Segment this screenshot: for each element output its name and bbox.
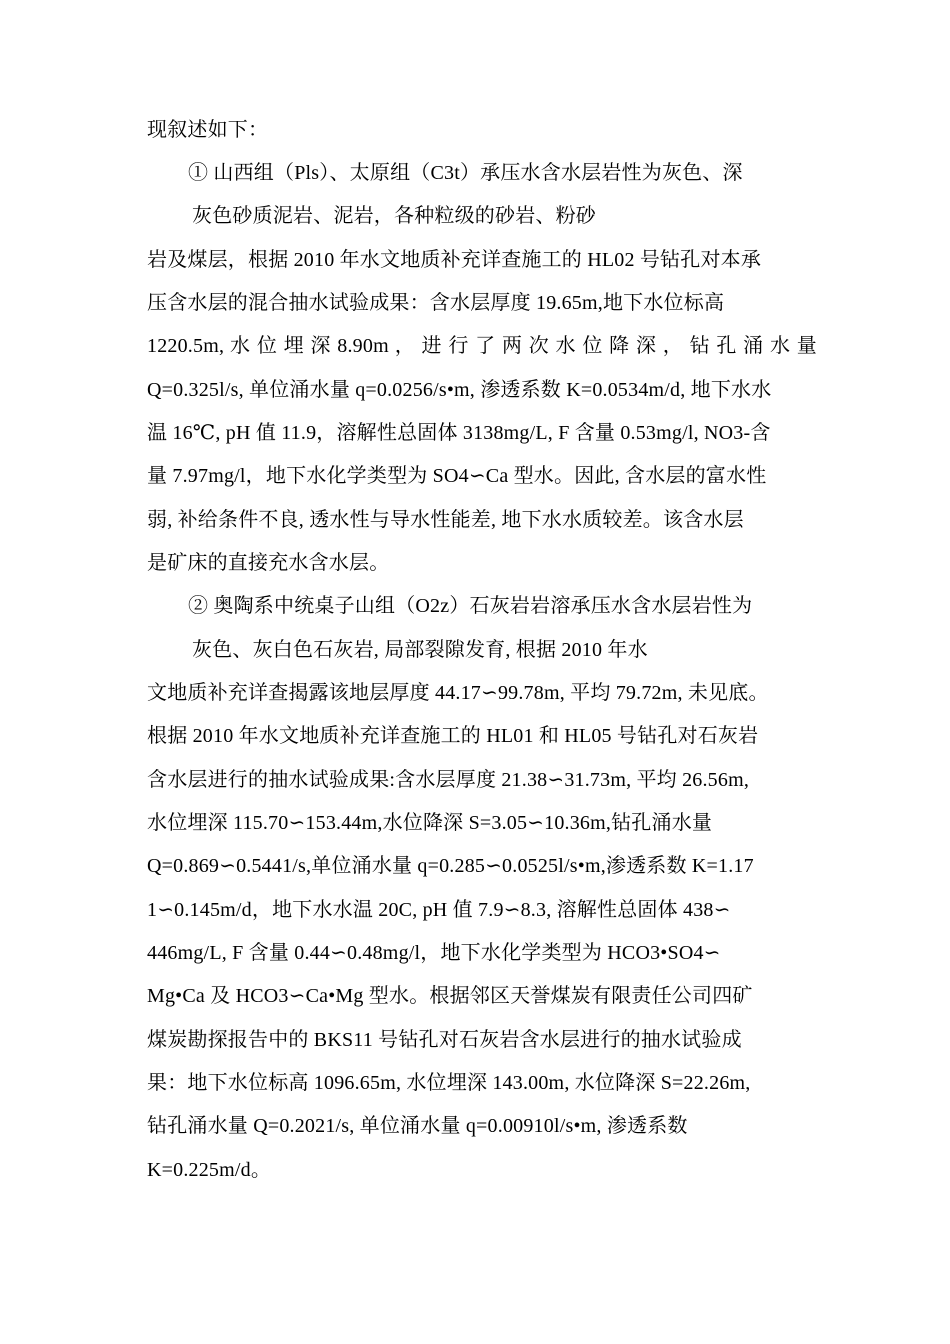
text-line: 温 16℃, pH 值 11.9，溶解性总固体 3138mg/L, F 含量 0.53mg/l, NO3-含 — [147, 422, 771, 444]
text-line: 岩及煤层，根据 2010 年水文地质补充详查施工的 HL02 号钻孔对本承 — [147, 249, 762, 271]
text-line: 根据 2010 年水文地质补充详查施工的 HL01 和 HL05 号钻孔对石灰岩 — [147, 725, 759, 747]
text-line: 灰色砂质泥岩、泥岩，各种粒级的砂岩、粉砂 — [192, 205, 596, 227]
text-line: 是矿床的直接充水含水层。 — [147, 552, 390, 574]
text-line: 水位埋深 115.70∽153.44m,水位降深 S=3.05∽10.36m,钻孔涌水量 — [147, 812, 713, 834]
text-line: K=0.225m/d。 — [147, 1159, 272, 1181]
text-line: Q=0.325l/s, 单位涌水量 q=0.0256/s•m, 渗透系数 K=0.0534m/d, 地下水水 — [147, 379, 772, 401]
text-line: 果：地下水位标高 1096.65m, 水位埋深 143.00m, 水位降深 S=22.26m, — [147, 1072, 751, 1094]
text-line: 1∽0.145m/d，地下水水温 20C, pH 值 7.9∽8.3, 溶解性总固体 438∽ — [147, 899, 731, 921]
text-line: 煤炭勘探报告中的 BKS11 号钻孔对石灰岩含水层进行的抽水试验成 — [147, 1029, 742, 1051]
text-line: 含水层进行的抽水试验成果:含水层厚度 21.38∽31.73m, 平均 26.56m, — [147, 769, 750, 791]
text-line: 1220.5m, 水 位 埋 深 8.90m ， 进 行 了 两 次 水 位 降 深 ， 钻 孔 涌 水 量 — [147, 335, 817, 357]
text-line: Q=0.869∽0.5441/s,单位涌水量 q=0.285∽0.0525l/s•m,渗透系数 K=1.17 — [147, 855, 754, 877]
text-line: ① 山西组（Pls）、太原组（C3t）承压水含水层岩性为灰色、深 — [188, 162, 743, 184]
text-line: 压含水层的混合抽水试验成果：含水层厚度 19.65m,地下水位标高 — [147, 292, 725, 314]
text-line: 文地质补充详查揭露该地层厚度 44.17∽99.78m, 平均 79.72m, 未见底。 — [147, 682, 769, 704]
text-line: ② 奥陶系中统桌子山组（O2z）石灰岩岩溶承压水含水层岩性为 — [188, 595, 753, 617]
text-line: Mg•Ca 及 HCO3∽Ca•Mg 型水。根据邻区天誉煤炭有限责任公司四矿 — [147, 985, 753, 1007]
text-line: 弱, 补给条件不良, 透水性与导水性能差, 地下水水质较差。该含水层 — [147, 509, 744, 531]
text-line: 现叙述如下： — [147, 119, 269, 141]
text-line: 量 7.97mg/l，地下水化学类型为 SO4∽Ca 型水。因此, 含水层的富水性 — [147, 465, 767, 487]
text-line: 钻孔涌水量 Q=0.2021/s, 单位涌水量 q=0.00910l/s•m, 渗透系数 — [147, 1115, 688, 1137]
text-line: 灰色、灰白色石灰岩, 局部裂隙发育, 根据 2010 年水 — [192, 639, 648, 661]
text-line: 446mg/L, F 含量 0.44∽0.48mg/l，地下水化学类型为 HCO3•SO4∽ — [147, 942, 721, 964]
